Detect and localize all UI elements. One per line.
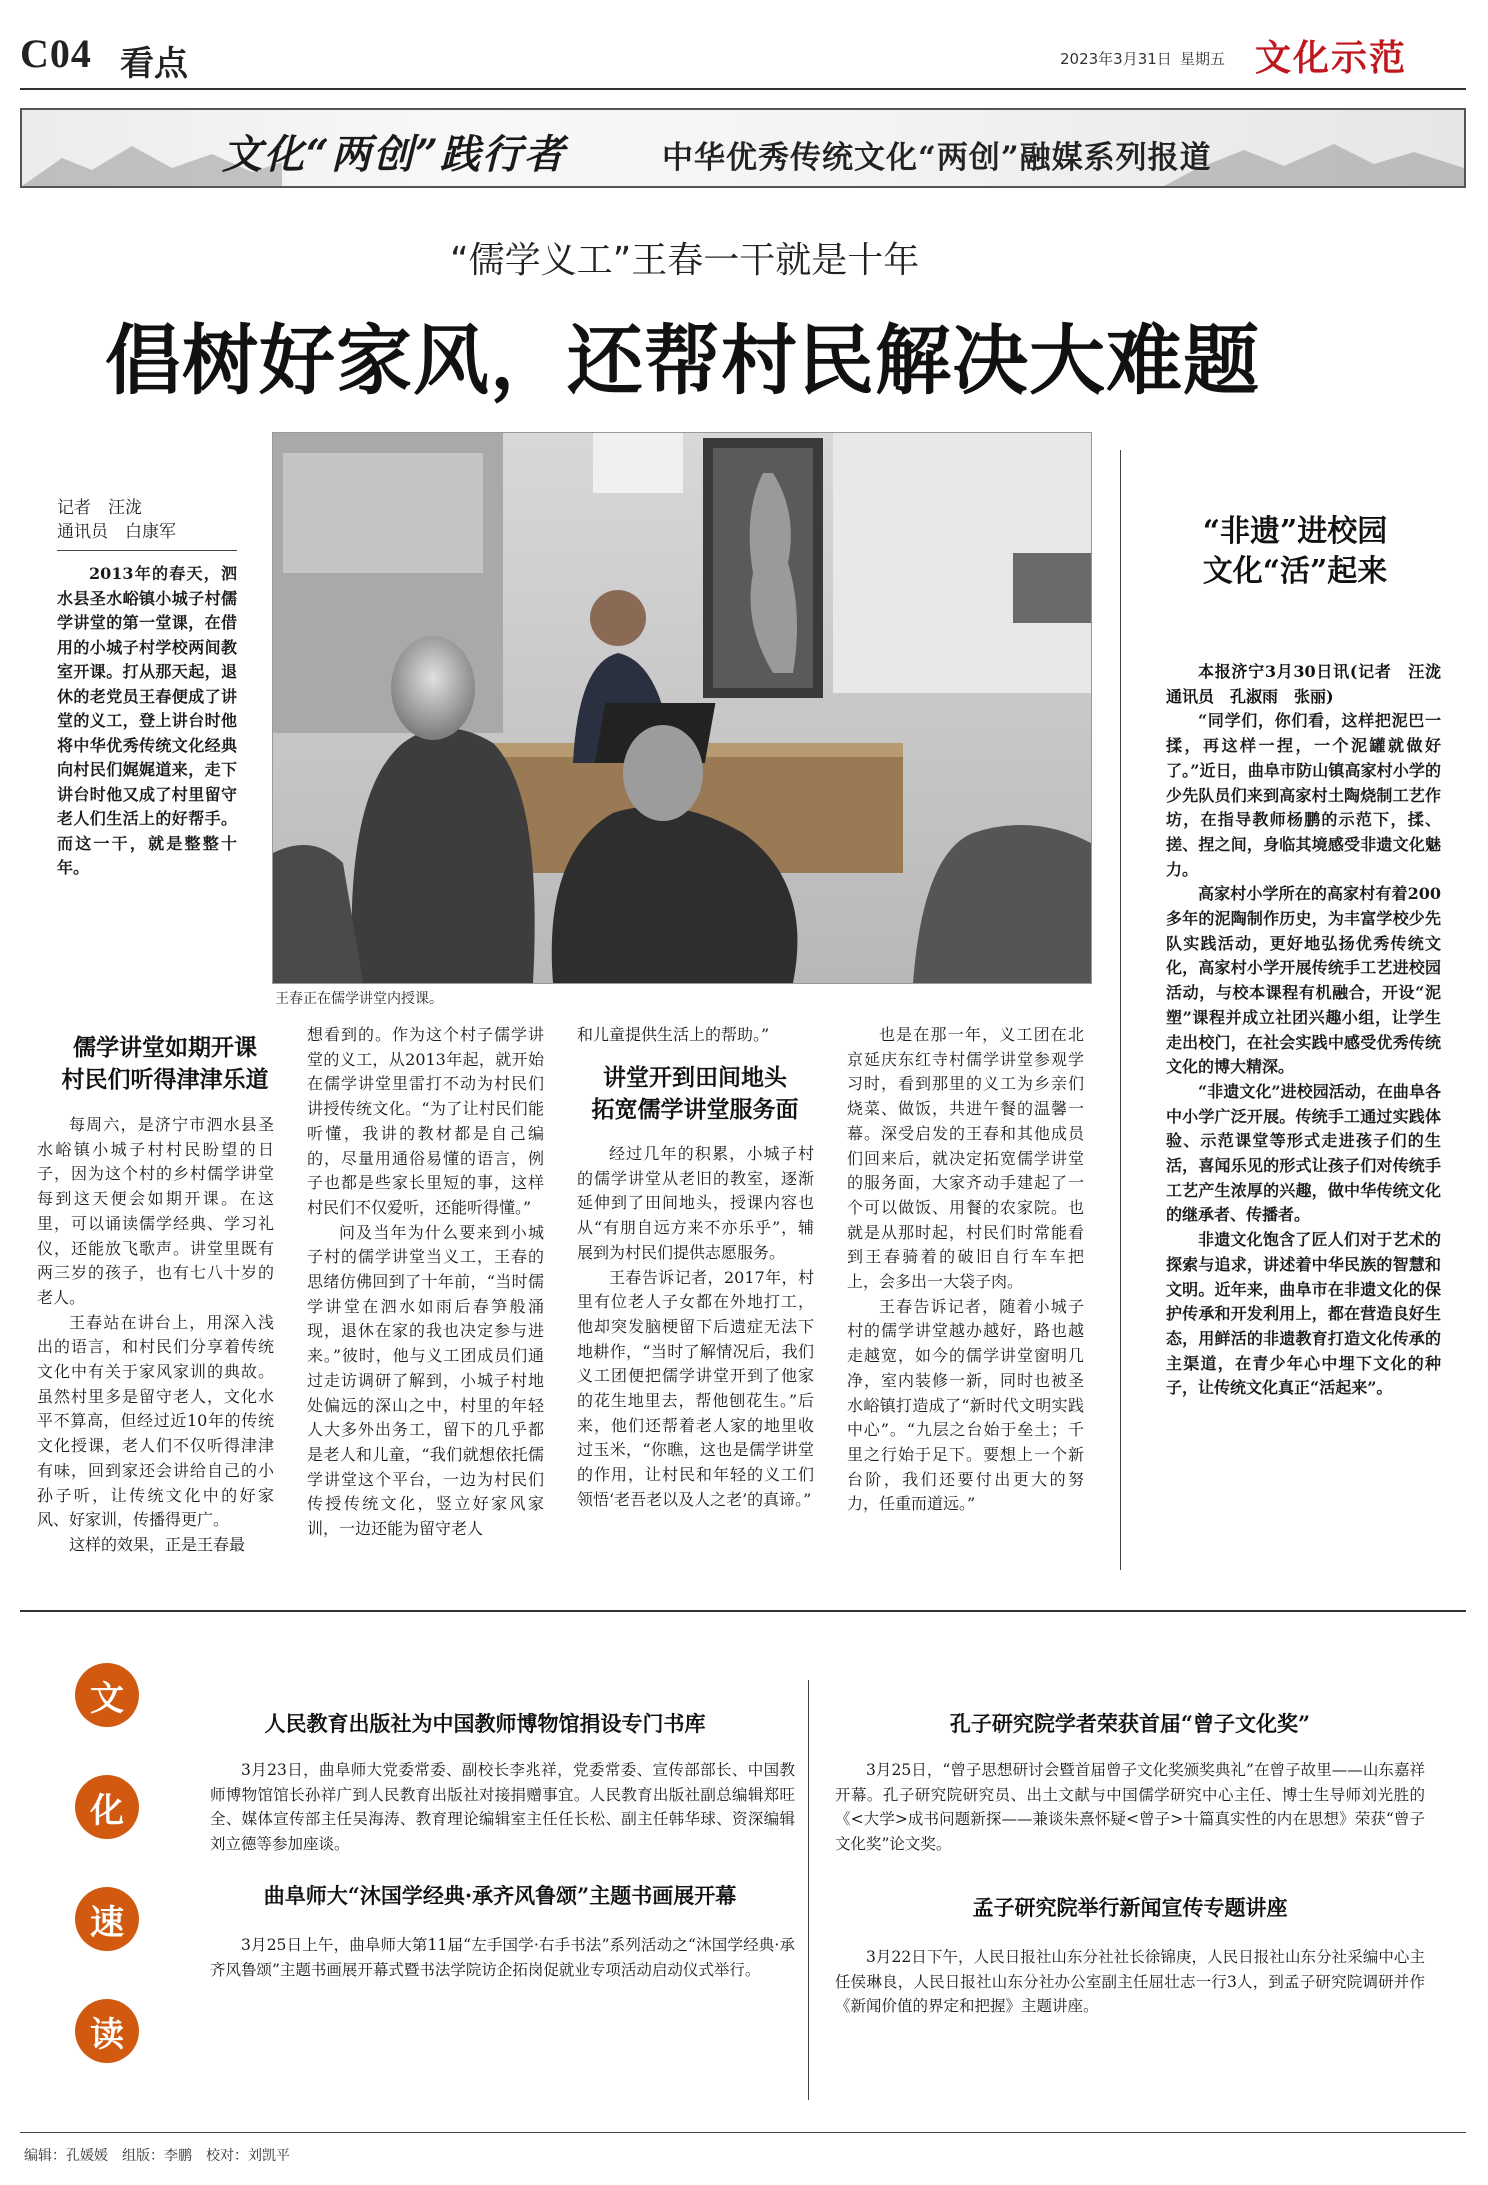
brief-text-3: 3月25日，“曾子思想研讨会暨首届曾子文化奖颁奖典礼”在曾子故里——山东嘉祥开幕。孔子研究院研究员、出土文献与中国儒学研究中心主任、博士生导师刘光胜的《<大学>成书问题新探——兼谈朱熹怀疑<曾子>十篇真实性的内在思想》荣获“曾子文化奖”论文奖。: [835, 1761, 1425, 1853]
article-kicker: “儒学义工”王春一干就是十年: [450, 240, 920, 281]
footer-rule: [20, 2132, 1466, 2133]
sidebar-divider: [1120, 450, 1121, 1570]
series-banner: [20, 108, 1466, 188]
byline-rule: [57, 550, 237, 551]
body-column-3: 和儿童提供生活上的帮助。”: [577, 1025, 770, 1044]
brief-title-4: 孟子研究院举行新闻宣传专题讲座: [972, 1895, 1288, 1920]
byline-correspondent: 通讯员 白康军: [57, 522, 176, 542]
photo-caption: 王春正在儒学讲堂内授课。: [275, 991, 443, 1007]
briefs-label-char: 读: [75, 1999, 139, 2063]
brief-text-1: 3月23日，曲阜师大党委常委、副校长李兆祥，党委常委、宣传部部长、中国教师博物馆馆长孙祥广到人民教育出版社对接捐赠事宜。人民教育出版社副总编辑郑旺全、媒体宣传部主任吴海涛、教育理论编辑室主任任长松、副主任韩华球、资深编辑刘立德等参加座谈。: [210, 1761, 795, 1853]
classroom-photo-illustration: [273, 433, 1091, 983]
editor-credits: 编辑：孔媛媛 组版：李鹏 校对：刘凯平: [24, 2148, 290, 2164]
issue-date: 2023年3月31日: [1060, 50, 1172, 68]
briefs-label-char: 速: [75, 1887, 139, 1951]
briefs-label-char: 文: [75, 1663, 139, 1727]
byline-reporter: 记者 汪泷: [57, 498, 142, 518]
issue-weekday: 星期五: [1180, 50, 1226, 68]
page-number: C04: [20, 31, 92, 76]
brief-title-3: 孔子研究院学者荣获首届“曾子文化奖”: [949, 1711, 1311, 1736]
article-headline: 倡树好家风，还帮村民解决大难题: [105, 316, 1260, 405]
briefs-divider: [808, 1680, 809, 2100]
sidebar-title: “非遗”进校园 文化“活”起来: [1202, 514, 1388, 589]
brief-text-4: 3月22日下午，人民日报社山东分社社长徐锦庚，人民日报社山东分社采编中心主任侯琳良，人民日报社山东分社办公室副主任屈壮志一行3人，到孟子研究院调研并作《新闻价值的界定和把握》主题讲座。: [835, 1948, 1425, 2015]
article-lead: 2013年的春天，泗水县圣水峪镇小城子村儒学讲堂的第一堂课，在借用的小城子村学校两间教室开课。打从那天起，退休的老党员王春便成了讲堂的义工，登上讲台时他将中华优秀传统文化经典向村民们娓娓道来，走下讲台时他又成了村里留守老人们生活上的好帮手。而这一干，就是整整十年。: [57, 564, 237, 877]
sidebar-body: 本报济宁3月30日讯(记者 汪泷 通讯员 孔淑雨 张丽) “同学们，你们看，这样把泥巴一揉，再这样一捏，一个泥罐就做好了。”近日，曲阜市防山镇高家村小学的少先队员们来到高家村土陶烧制工艺作坊，在指导教师杨鹏的示范下，揉、搓、捏之间，身临其境感受非遗文化魅力。 高家村小学所在的高家村有着200多年的泥陶制作历史，为丰富学校少先队实践活动，更好地弘扬优秀传统文化，高家村小学开展传统手工艺进校园活动，与校本课程有机融合，开设“泥塑”课程并成立社团兴趣小组，让学生走出校门，在社会实践中感受优秀传统文化的博大精深。 “非遗文化”进校园活动，在曲阜各中小学广泛开展。传统手工通过实践体验、示范课堂等形式走进孩子们的生活，喜闻乐见的形式让孩子们对传统手工艺产生浓厚的兴趣，做中华传统文化的继承者、传播者。 非遗文化饱含了匠人们对于艺术的探索与追求，讲述着中华民族的智慧和文明。近年来，曲阜市在非遗文化的保护传承和开发利用上，都在营造良好生态，用鲜活的非遗教育打造文化传承的主渠道，在青少年心中埋下文化的种子，让传统文化真正“活起来”。: [1166, 662, 1458, 1398]
body-column-4: 也是在那一年，义工团在北京延庆东红寺村儒学讲堂参观学习时，看到那里的义工为乡亲们烧菜、做饭，共进午餐的温馨一幕。深受启发的王春和其他成员们回来后，就决定拓宽儒学讲堂的服务面，大家齐动手建起了一个可以做饭、用餐的农家院。也就是从那时起，村民们时常能看到王春骑着的破旧自行车车把上，会多出一大袋子肉。 王春告诉记者，随着小城子村的儒学讲堂越办越好，路也越走越宽，如今的儒学讲堂窗明几净，室内装修一新，同时也被圣水峪镇打造成了“新时代文明实践中心”。“九层之台始于垒土；千里之行始于足下。要想上一个新台阶，我们还要付出更大的努力，任重而道远。”: [847, 1025, 1084, 1514]
body-column-3-cont: 经过几年的积累，小城子村的儒学讲堂从老旧的教室，逐渐延伸到了田间地头，授课内容也从“有朋自远方来不亦乐乎”，辅展到为村民们提供志愿服务。 王春告诉记者，2017年，村里有位老人子女都在外地打工，他却突发脑梗留下后遗症无法下地耕作，“当时了解情况后，我们义工团便把儒学讲堂开到了他家的花生地里去，帮他刨花生。”后来，他们还帮着老人家的地里收过玉米，“你瞧，这也是儒学讲堂的作用，让村民和年轻的义工们领悟‘老吾老以及人之老’的真谛。”: [577, 1144, 814, 1509]
brief-title-1: 人民教育出版社为中国教师博物馆捐设专门书库: [264, 1711, 706, 1736]
article-photo: [272, 432, 1092, 984]
series-title: 文化“两创”践行者: [222, 131, 567, 178]
series-subtitle: 中华优秀传统文化“两创”融媒系列报道: [662, 140, 1212, 176]
briefs-label-char: 化: [75, 1775, 139, 1839]
brief-title-2: 曲阜师大“沐国学经典·承齐风鲁颂”主题书画展开幕: [263, 1883, 737, 1908]
body-column-1: 每周六，是济宁市泗水县圣水峪镇小城子村村民盼望的日子，因为这个村的乡村儒学讲堂每到这天便会如期开课。在这里，可以诵读儒学经典、学习礼仪，还能放飞歌声。讲堂里既有两三岁的孩子，也有七八十岁的老人。 王春站在讲台上，用深入浅出的语言，和村民们分享着传统文化中有关于家风家训的典故。虽然村里多是留守老人，文化水平不算高，但经过近10年的传统文化授课，老人们不仅听得津津有味，回到家还会讲给自己的小孙子听，让传统文化中的好家风、好家训，传播得更广。 这样的效果，正是王春最: [37, 1115, 274, 1554]
briefs-top-rule: [20, 1610, 1466, 1612]
section-name: 看点: [120, 44, 188, 84]
subheading-2: 讲堂开到田间地头 拓宽儒学讲堂服务面: [591, 1064, 799, 1123]
masthead-rule: [20, 88, 1466, 90]
body-column-2: 想看到的。作为这个村子儒学讲堂的义工，从2013年起，就开始在儒学讲堂里雷打不动为村民们讲授传统文化。“为了让村民们能听懂，我讲的教材都是自己编的，尽量用通俗易懂的语言，例子也都是些家长里短的事，这样村民们不仅爱听，还能听得懂。” 问及当年为什么要来到小城子村的儒学讲堂当义工，王春的思绪仿佛回到了十年前，“当时儒学讲堂在泗水如雨后春笋般涌现，退休在家的我也决定参与进来。”彼时，他与义工团成员们通过走访调研了解到，小城子村地处偏远的深山之中，村里的年轻人大多外出务工，留下的几乎都是老人和儿童，“我们就想依托儒学讲堂这个平台，一边为村民们传授传统文化，竖立好家风家训，一边还能为留守老人: [307, 1025, 544, 1539]
subheading-1: 儒学讲堂如期开课 村民们听得津津乐道: [61, 1034, 269, 1093]
newspaper-logo: 文化示范: [1255, 37, 1408, 79]
brief-text-2: 3月25日上午，曲阜师大第11届“左手国学·右手书法”系列活动之“沐国学经典·承齐风鲁颂”主题书画展开幕式暨书法学院访企拓岗促就业专项活动启动仪式举行。: [210, 1936, 795, 1979]
article-byline: [57, 496, 176, 544]
